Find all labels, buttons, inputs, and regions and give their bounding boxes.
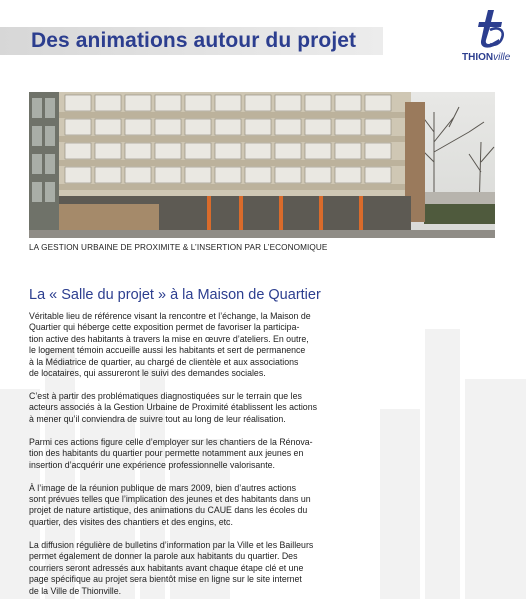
text-line: à mener qu’il conviendra de suivre tout au long de leur réalisation. [29, 413, 286, 424]
text-line: quartier, des visites des chantiers et des engins, etc. [29, 516, 233, 527]
text-line: le logement témoin accueille aussi les habitants et sert de permanence [29, 345, 306, 356]
paragraph [29, 483, 497, 529]
body-text [29, 311, 497, 599]
text-line: page spécifique au projet sera bientôt mise en ligne sur le site internet [29, 574, 302, 585]
text-line: C’est à partir des problématiques diagnostiquées sur le terrain que les [29, 391, 302, 402]
text-line: sont prévues telles que l’implication des jeunes et des habitants dans un [29, 494, 311, 505]
logo-wordmark [462, 52, 510, 63]
photo-caption: LA GESTION URBAINE DE PROXIMITE & L’INSERTION PAR L’ECONOMIQUE [29, 243, 328, 252]
section-title: La « Salle du projet » à la Maison de Quartier [29, 287, 321, 303]
text-line: À l’image de la réunion publique de mars 2009, bien d’autres actions [29, 482, 297, 493]
text-line: La diffusion régulière de bulletins d’information par la Ville et les Bailleurs [29, 539, 314, 550]
paragraph [29, 391, 497, 425]
text-line: projet de nature artistique, des animations du CAUE dans les écoles du [29, 505, 308, 516]
thionville-logo [462, 8, 518, 68]
building-photo [29, 92, 495, 238]
text-line: insertion d’acquérir une expérience professionnelle valorisante. [29, 459, 275, 470]
text-line: tion active des habitants à travers la mise en œuvre d’ateliers. En outre, [29, 333, 309, 344]
logo-word-part1: THION [462, 52, 494, 63]
logo-t-icon [472, 8, 508, 50]
text-line: de locataires, qui assureront le suivi des demandes sociales. [29, 368, 266, 379]
paragraph [29, 540, 497, 597]
text-line: tion des habitants du quartier pour permette notamment aux jeunes en [29, 448, 304, 459]
text-line: à la Médiatrice de quartier, au chargé de clientèle et aux associations [29, 356, 299, 367]
text-line: de la Ville de Thionville. [29, 585, 122, 596]
page-title: Des animations autour du projet [31, 29, 357, 52]
text-line: acteurs associés à la Gestion Urbaine de Proximité établissent les actions [29, 402, 317, 413]
text-line: permet également de donner la parole aux habitants du quartier. Des [29, 551, 298, 562]
text-line: Quartier qui héberge cette exposition permet de favoriser la participa- [29, 322, 300, 333]
logo-word-part2: ville [493, 52, 511, 63]
text-line: Parmi ces actions figure celle d’employer sur les chantiers de la Rénova- [29, 436, 313, 447]
text-line: courriers seront adressés aux habitants avant chaque étape clé et une [29, 562, 304, 573]
paragraph [29, 437, 497, 471]
paragraph [29, 311, 497, 379]
text-line: Véritable lieu de référence visant la rencontre et l’échange, la Maison de [29, 311, 311, 321]
